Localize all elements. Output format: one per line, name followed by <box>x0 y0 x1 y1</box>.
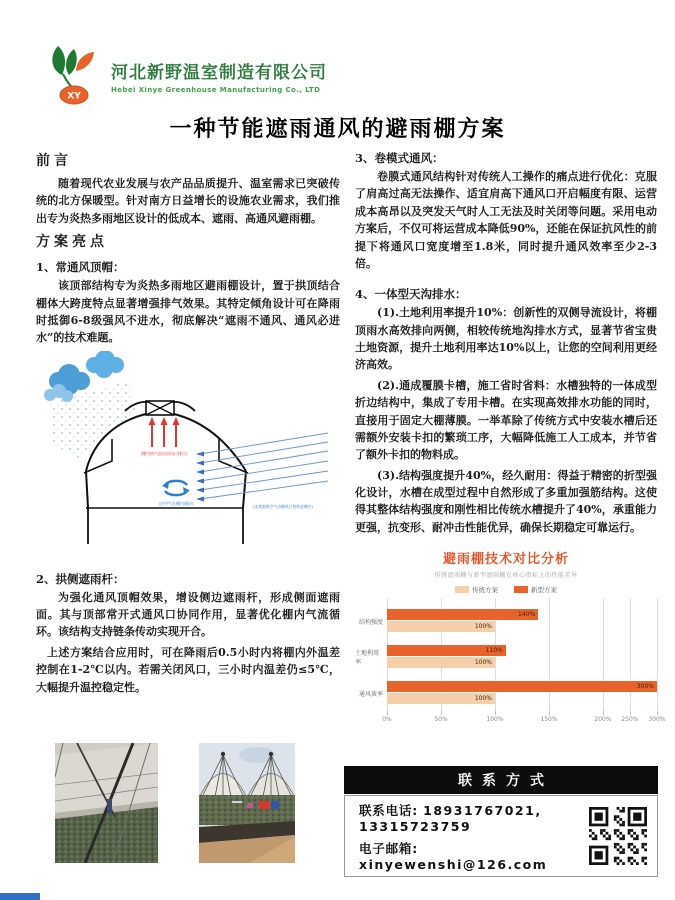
tick-label: 250% <box>621 716 639 724</box>
bar-新型方案 <box>387 645 506 656</box>
comparison-chart <box>355 548 666 725</box>
tick-label: 100% <box>486 716 504 724</box>
tick-label: 150% <box>540 716 558 724</box>
point1-text: 该顶部结构专为炎热多雨地区避雨棚设计，置于拱顶结合棚体大跨度特点显著增强排气效果。其特定倾角设计可在降雨时抵御6-8级强风不进水，彻底解决“遮雨不通风、通风必进水”的技术难题。 <box>36 279 340 345</box>
email-value: xinyewenshi@126.com <box>359 856 548 872</box>
chart-subtitle: 传统遮雨棚与新型遮雨棚在核心指标上的性能差异 <box>434 572 578 580</box>
greenhouse-airflow-diagram <box>36 351 328 563</box>
circulation-label: (冷空气在棚内循环) <box>158 500 194 506</box>
chart-row <box>387 675 657 711</box>
chart-row <box>387 639 657 675</box>
corner-strip <box>0 893 40 900</box>
category-label: 通风效率 <box>358 690 383 698</box>
hot-air-arrows <box>149 417 180 447</box>
contact-heading: 联系方式 <box>344 766 658 794</box>
bar-value: 300% <box>636 683 654 691</box>
tick-label: 200% <box>594 716 612 724</box>
greenhouse-exterior-photo <box>199 743 295 863</box>
company-logo-icon <box>46 44 104 108</box>
greenhouse-interior-photo <box>55 743 158 863</box>
chart-title: 避雨棚技术对比分析 <box>442 552 569 568</box>
legend-swatch-icon <box>455 586 469 593</box>
bar-新型方案 <box>387 681 657 692</box>
highlights-heading: 方案亮点 <box>36 234 108 251</box>
point2-title: 2、拱侧遮雨杆： <box>36 571 125 586</box>
legend-item: 新型方案 <box>514 585 557 594</box>
chart-legend <box>355 585 657 594</box>
point4-sub2: (2).通成覆膜卡槽，施工省时省料：水槽独特的一体成型折边结构中，集成了专用卡槽。在实现高效排水功能的同时，直接用于固定大棚薄膜。一举革除了传统方式中安装水槽后还需额外安装卡扣的繁琐工序，大幅降低施工人工成本，并节省了额外卡扣的物料成。 <box>355 378 657 462</box>
tick-mark <box>387 711 388 715</box>
preface-heading: 前言 <box>36 153 72 169</box>
point3-text: 卷膜式通风结构针对传统人工操作的痛点进行优化：克服了肩高过高无法操作、适宜肩高下通风口开启幅度有限、运营成本高昂以及突发天气时人工无法及时关闭等问题。采用电动方案后，不仅可将运营成本降低90%，还能在保证抗风性的前提下将通风口宽度增至1.8米，同时提升通风效率至少2-3倍。 <box>355 170 657 270</box>
point4-sub3: (3).结构强度提升40%，经久耐用：得益于精密的折型强化设计，水槽在成型过程中自然形成了多重加强筋结构。这使得其整体结构强度和刚性相比传统水槽提升了40%，承重能力更强，抗变形、耐冲击性能优异，确保长期稳定可靠运行。 <box>355 468 657 534</box>
header <box>46 44 327 108</box>
tick-label: 0% <box>382 716 392 724</box>
bar-value: 100% <box>474 623 492 631</box>
point4-sub1: (1).土地利用率提升10%：创新性的双侧导流设计，将棚顶雨水高效排向两侧，相较传统地沟排水方式，显著节省宝贵土地资源，提升土地利用率达10%以上，让您的空间利用更经济高效。 <box>355 306 657 372</box>
company-name-cn: 河北新野温室制造有限公司 <box>111 63 327 83</box>
contact-section <box>344 766 658 877</box>
tick-label: 50% <box>434 716 448 724</box>
bar-传统方案 <box>387 693 495 704</box>
qr-code <box>589 807 647 865</box>
side-wind-arrows <box>196 433 328 502</box>
tick-mark <box>549 711 550 715</box>
category-label: 结构强度 <box>358 618 383 626</box>
contact-phone <box>359 801 589 834</box>
gridline <box>657 598 658 711</box>
company-name-block <box>111 44 327 94</box>
contact-box <box>344 795 658 877</box>
company-name-en: Hebei Xinye Greenhouse Manufacturing Co., LTD <box>111 86 321 94</box>
bar-传统方案 <box>387 621 495 632</box>
contact-lines <box>359 796 589 877</box>
chart-xaxis <box>382 711 666 725</box>
point3-title: 3、卷模式通风： <box>355 151 444 165</box>
point4-title: 4、一体型天沟排水： <box>355 287 467 302</box>
tick-mark <box>495 711 496 715</box>
side-wind-label: (凉爽新鲜空气由侧风口持续进棚内) <box>253 503 313 509</box>
point1-title: 1、常通风顶帽： <box>36 260 125 275</box>
air-circulation-icon <box>162 481 190 495</box>
bar-新型方案 <box>387 609 538 620</box>
email-label: 电子邮箱: <box>359 840 418 856</box>
tick-mark <box>630 711 631 715</box>
tick-label: 300% <box>648 716 666 724</box>
bar-value: 100% <box>474 695 492 703</box>
point2-text1: 为强化通风顶帽效果，增设侧边遮雨杆，形成侧面遮雨面。其与顶部常开式通风口协同作用，显著优化棚内气流循环。该结构支持链条传动实现开合。 <box>36 590 340 639</box>
bar-value: 100% <box>474 659 492 667</box>
tick-mark <box>441 711 442 715</box>
contact-email <box>359 839 589 872</box>
legend-swatch-icon <box>514 586 528 593</box>
logo-text: XY <box>67 91 81 102</box>
category-label: 土地利用率 <box>355 650 380 667</box>
top-vent-label: (棚内热气流由顶风口排出) <box>140 450 188 456</box>
tick-mark <box>603 711 604 715</box>
tick-mark <box>657 711 658 715</box>
right-column <box>355 150 666 725</box>
point2-text2: 上述方案结合应用时，可在降雨后0.5小时内将棚内外温差控制在1-2℃以内。若需关闭风口，三小时内温差仍≤5℃，大幅提升温控稳定性。 <box>36 645 340 694</box>
chart-row <box>387 603 657 639</box>
chart-plot <box>387 603 657 711</box>
legend-item: 传统方案 <box>455 585 498 594</box>
chart-category-labels <box>355 603 387 711</box>
chart-body <box>355 603 657 711</box>
bar-传统方案 <box>387 657 495 668</box>
phone-label: 联系电话: <box>359 802 418 818</box>
bar-value: 140% <box>518 611 536 619</box>
bar-value: 110% <box>485 647 503 655</box>
preface-text: 随着现代农业发展与农产品品质提升、温室需求已突破传统的北方保暖型。针对南方日益增长的设施农业需求，我们推出专为炎热多雨地区设计的低成本、遮雨、高通风避雨棚。 <box>36 177 340 225</box>
page-title: 一种节能遮雨通风的避雨棚方案 <box>169 117 506 142</box>
left-column <box>36 146 340 699</box>
phone-value: 18931767021, 13315723759 <box>359 802 542 834</box>
